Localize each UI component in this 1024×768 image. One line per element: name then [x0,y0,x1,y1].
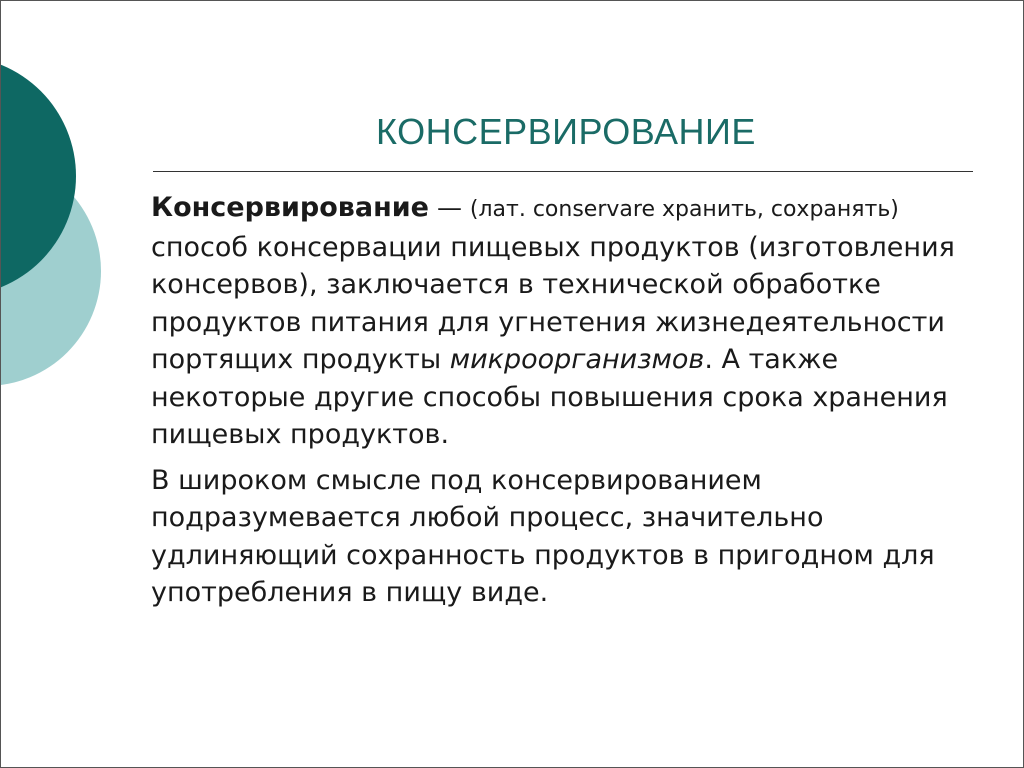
term: Консервирование [151,192,429,223]
decorative-circles [1,1,121,421]
title-divider [153,171,973,172]
broad-sense-paragraph: В широком смысле под консервированием подразумевается любой процесс, значительно удлиняющий сохранность продуктов в пригодном для употребления в пищу виде. [151,464,935,608]
term-dash: — [429,193,470,222]
slide-body [151,189,981,612]
definition-text-end: . А также некоторые другие способы повышения срока хранения пищевых продуктов. [151,344,948,450]
etymology: (лат. conservare хранить, сохранять) [469,197,899,222]
definition-text: способ консервации пищевых продуктов (изготовления консервов), заключается в технической обработке продуктов питания для угнетения жизнедеятельности портящих продукты [151,231,955,375]
definition-paragraph [151,189,981,454]
slide-title: КОНСЕРВИРОВАНИЕ [376,111,756,152]
italic-term: микроорганизмов [449,344,705,375]
